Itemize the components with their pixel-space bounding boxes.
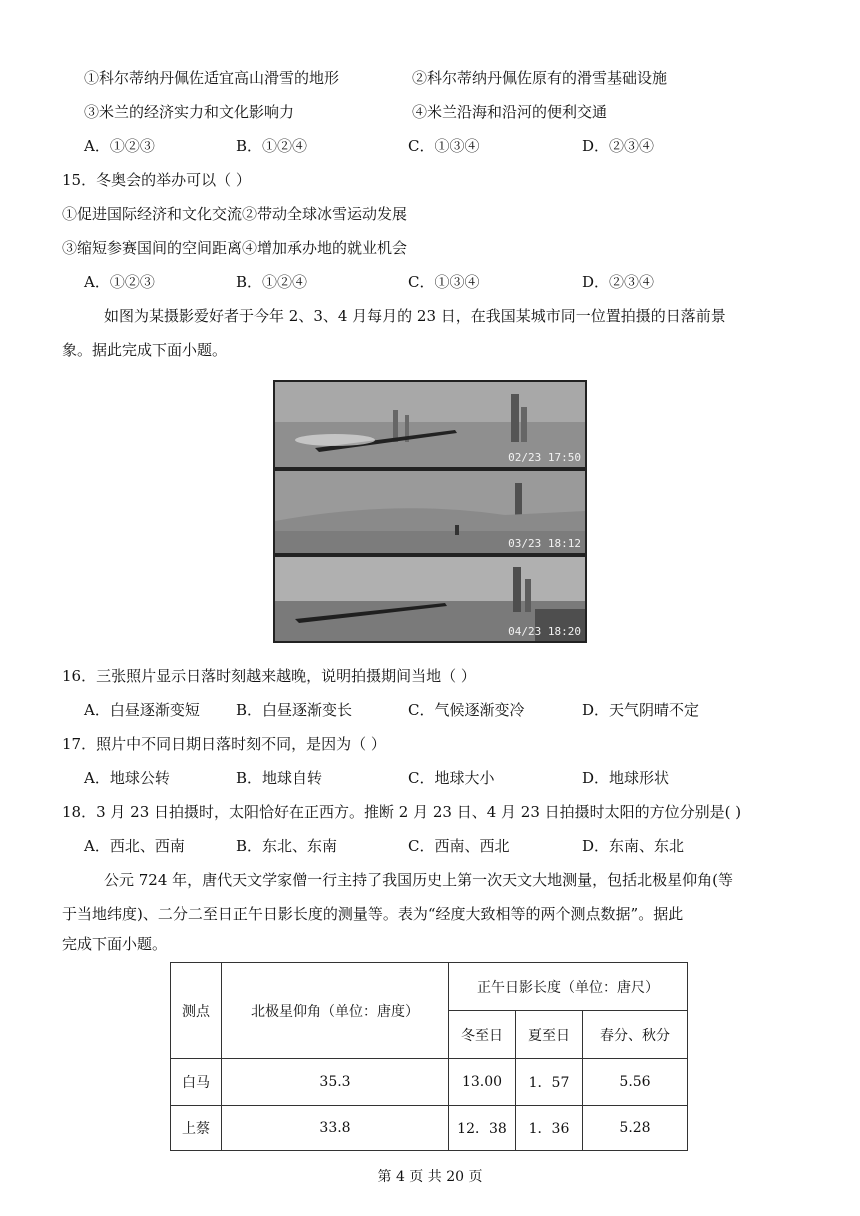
table-row <box>171 1059 688 1106</box>
measurement-table <box>170 962 688 1151</box>
photo-timestamp: 03/23 18:12 <box>508 537 581 550</box>
table-header-summer: 夏至日 <box>516 1011 583 1059</box>
q14-item-1: ①科尔蒂纳丹佩佐适宜高山滑雪的地形 <box>84 69 340 87</box>
sunset-photo-mar <box>273 469 587 555</box>
q14-item-4: ④米兰沿海和沿河的便利交通 <box>412 103 608 121</box>
table-header-shadow: 正午日影长度（单位：唐尺） <box>449 963 688 1011</box>
table-header-site: 测点 <box>171 963 222 1059</box>
intro1-line-2: 象。据此完成下面小题。 <box>62 341 228 359</box>
q15-statement-line-1: ①促进国际经济和文化交流②带动全球冰雪运动发展 <box>62 205 408 223</box>
q17-stem: 17．照片中不同日期日落时刻不同，是因为（ ） <box>62 735 386 753</box>
q15-option-d[interactable]: D．②③④ <box>582 273 655 291</box>
table-header-angle: 北极星仰角（单位：唐度） <box>222 963 449 1059</box>
q16-option-d[interactable]: D．天气阴晴不定 <box>582 701 700 719</box>
q16-option-b[interactable]: B．白昼逐渐变长 <box>236 701 353 719</box>
sunset-photo-apr <box>273 555 587 643</box>
intro2-line-3: 完成下面小题。 <box>62 935 168 953</box>
q16-option-c[interactable]: C．气候逐渐变冷 <box>408 701 525 719</box>
q14-item-3: ③米兰的经济实力和文化影响力 <box>84 103 295 121</box>
q18-option-d[interactable]: D．东南、东北 <box>582 837 685 855</box>
q14-option-d[interactable]: D．②③④ <box>582 137 655 155</box>
q18-option-b[interactable]: B．东北、东南 <box>236 837 338 855</box>
cell-site: 上蔡 <box>171 1106 222 1151</box>
cell-summer: 1．36 <box>516 1106 583 1151</box>
page-footer: 第 4 页 共 20 页 <box>377 1169 483 1185</box>
q15-option-a[interactable]: A．①②③ <box>84 273 155 291</box>
q16-stem: 16．三张照片显示日落时刻越来越晚，说明拍摄期间当地（ ） <box>62 667 476 685</box>
table-header-winter: 冬至日 <box>449 1011 516 1059</box>
cell-winter: 12．38 <box>449 1106 516 1151</box>
q17-option-b[interactable]: B．地球自转 <box>236 769 323 787</box>
cell-site: 白马 <box>171 1059 222 1106</box>
cell-angle: 33.8 <box>222 1106 449 1151</box>
q18-option-c[interactable]: C．西南、西北 <box>408 837 510 855</box>
cell-equinox: 5.28 <box>583 1106 688 1151</box>
q17-option-d[interactable]: D．地球形状 <box>582 769 670 787</box>
sunset-photo-feb <box>273 380 587 469</box>
q14-option-a[interactable]: A．①②③ <box>84 137 155 155</box>
q15-option-b[interactable]: B．①②④ <box>236 273 308 291</box>
photo-timestamp: 02/23 17:50 <box>508 451 581 464</box>
cell-summer: 1．57 <box>516 1059 583 1106</box>
table-header-equinox: 春分、秋分 <box>583 1011 688 1059</box>
cell-angle: 35.3 <box>222 1059 449 1106</box>
q16-option-a[interactable]: A．白昼逐渐变短 <box>84 701 200 719</box>
q14-option-b[interactable]: B．①②④ <box>236 137 308 155</box>
intro2-line-2: 于当地纬度)、二分二至日正午日影长度的测量等。表为“经度大致相等的两个测点数据”。据此 <box>62 905 684 923</box>
q17-option-c[interactable]: C．地球大小 <box>408 769 495 787</box>
q15-statement-line-2: ③缩短参赛国间的空间距离④增加承办地的就业机会 <box>62 239 408 257</box>
intro1-line-1: 如图为某摄影爱好者于今年 2、3、4 月每月的 23 日，在我国某城市同一位置拍摄的日落前景 <box>104 307 726 325</box>
cell-equinox: 5.56 <box>583 1059 688 1106</box>
q15-stem: 15．冬奥会的举办可以（ ） <box>62 171 251 189</box>
q17-option-a[interactable]: A．地球公转 <box>84 769 170 787</box>
q18-stem: 18．3 月 23 日拍摄时，太阳恰好在正西方。推断 2 月 23 日、4 月 23 日拍摄时太阳的方位分别是( ) <box>62 803 742 821</box>
q14-option-c[interactable]: C．①③④ <box>408 137 480 155</box>
photo-timestamp: 04/23 18:20 <box>508 625 581 638</box>
intro2-line-1: 公元 724 年，唐代天文学家僧一行主持了我国历史上第一次天文大地测量，包括北极星仰角(等 <box>104 871 734 889</box>
cell-winter: 13.00 <box>449 1059 516 1106</box>
table-row <box>171 1106 688 1151</box>
q15-option-c[interactable]: C．①③④ <box>408 273 480 291</box>
q14-item-2: ②科尔蒂纳丹佩佐原有的滑雪基础设施 <box>412 69 668 87</box>
q18-option-a[interactable]: A．西北、西南 <box>84 837 185 855</box>
